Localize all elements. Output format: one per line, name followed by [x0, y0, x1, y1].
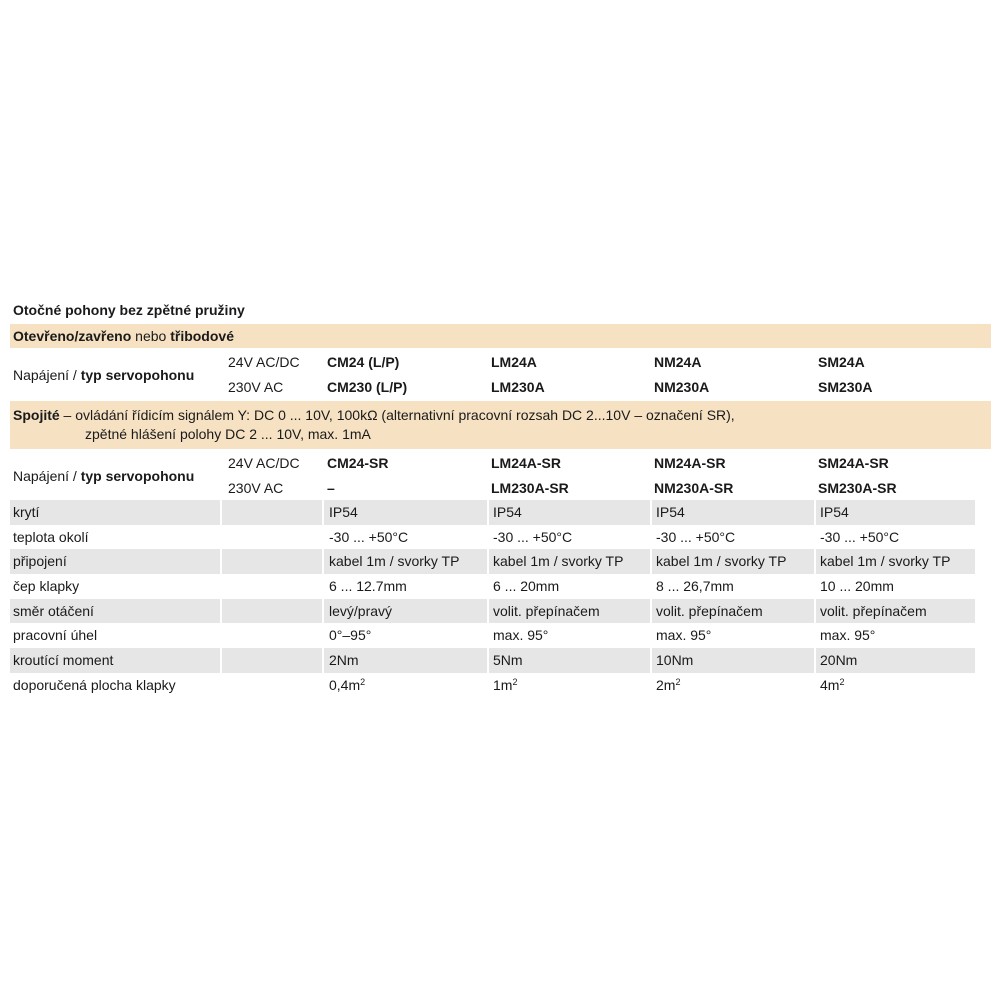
spec-label: doporučená plocha klapky	[13, 676, 176, 693]
voltage: 230V AC	[228, 479, 284, 496]
spec-value: max. 95°	[493, 627, 549, 644]
spec-label: pracovní úhel	[13, 627, 98, 644]
spec-blank	[220, 599, 322, 624]
spec-value	[650, 673, 814, 698]
spec-value: kabel 1m / svorky TP	[487, 549, 650, 574]
spec-value: -30 ... +50°C	[656, 528, 736, 545]
spec-blank	[220, 648, 322, 673]
spec-value: -30 ... +50°C	[329, 528, 409, 545]
model-cell	[814, 451, 975, 500]
area-value: 4m	[820, 676, 840, 693]
spec-label: směr otáčení	[10, 599, 220, 624]
model-cell	[650, 350, 814, 399]
section-header-text: zpětné hlášení polohy DC 2 ... 10V, max. 1mA	[85, 426, 371, 442]
spec-blank	[220, 574, 322, 599]
model-cell	[814, 350, 975, 399]
spec-value: IP54	[322, 500, 487, 525]
section-header-text: nebo	[131, 328, 171, 344]
model-name: –	[327, 479, 335, 496]
spec-value: kabel 1m / svorky TP	[814, 549, 975, 574]
spec-row-temperature	[10, 525, 991, 550]
model-name: LM230A-SR	[491, 479, 569, 496]
supply-label-text: Napájení /	[13, 366, 77, 383]
area-exponent: 2	[675, 676, 681, 687]
spec-label: čep klapky	[13, 578, 80, 595]
model-name: LM24A-SR	[491, 455, 562, 471]
model-name: LM230A	[491, 378, 545, 395]
spec-value: IP54	[650, 500, 814, 525]
area-exponent: 2	[512, 676, 518, 687]
model-name: SM230A-SR	[818, 479, 897, 496]
spec-value: 10Nm	[650, 648, 814, 673]
spec-value: volit. přepínačem	[650, 599, 814, 624]
spec-value: -30 ... +50°C	[493, 528, 573, 545]
model-cell	[487, 350, 650, 399]
spec-row-protection	[10, 500, 991, 525]
spec-value	[487, 673, 650, 698]
spec-value: 6 ... 20mm	[493, 578, 560, 595]
spec-blank	[220, 549, 322, 574]
section-header-bold: Otevřeno/zavřeno	[13, 328, 132, 344]
supply-row-modulating	[10, 451, 991, 500]
spec-value: 10 ... 20mm	[820, 578, 894, 595]
area-value: 1m	[493, 676, 513, 693]
spec-label: krytí	[10, 500, 220, 525]
spec-row-angle	[10, 623, 991, 648]
supply-label-bold: typ servopohonu	[80, 366, 195, 383]
spec-value: kabel 1m / svorky TP	[322, 549, 487, 574]
spec-value: levý/pravý	[322, 599, 487, 624]
spec-value: 5Nm	[487, 648, 650, 673]
page-title: Otočné pohony bez zpětné pružiny	[13, 302, 245, 318]
spec-label: teplota okolí	[13, 528, 89, 545]
supply-label	[10, 451, 220, 500]
model-name: SM230A	[818, 378, 873, 395]
spec-value: 0°–95°	[329, 627, 372, 644]
supply-label-text: Napájení /	[13, 467, 77, 484]
area-value: 0,4m	[329, 676, 361, 693]
voltage-cell	[220, 451, 322, 500]
model-name: NM24A-SR	[654, 455, 726, 471]
spec-value: 8 ... 26,7mm	[656, 578, 734, 595]
spec-value: IP54	[814, 500, 975, 525]
spec-value: -30 ... +50°C	[820, 528, 900, 545]
voltage: 24V AC/DC	[228, 354, 300, 370]
model-name: NM230A	[654, 378, 710, 395]
spec-value	[814, 673, 975, 698]
model-name: SM24A	[818, 354, 865, 370]
model-name: CM24 (L/P)	[327, 354, 400, 370]
section-header-text: – ovládání řídicím signálem Y: DC 0 ... 10V, 100kΩ (alternativní pracovní rozsah DC 2...10V – označení SR),	[59, 407, 735, 423]
spec-blank	[220, 500, 322, 525]
model-cell	[322, 350, 487, 399]
spec-row-torque	[10, 648, 991, 673]
spec-value: kabel 1m / svorky TP	[650, 549, 814, 574]
model-cell	[487, 451, 650, 500]
section-header-bold: Spojité	[13, 407, 60, 423]
spec-blank	[220, 623, 322, 648]
spec-label: připojení	[10, 549, 220, 574]
model-cell	[322, 451, 487, 500]
spec-value	[322, 673, 487, 698]
supply-label	[10, 350, 220, 399]
voltage-cell	[220, 350, 322, 399]
section-header-bold: třibodové	[170, 328, 234, 344]
model-name: CM24-SR	[327, 455, 389, 471]
spec-value: 6 ... 12.7mm	[329, 578, 407, 595]
model-cell	[650, 451, 814, 500]
spec-value: 2Nm	[322, 648, 487, 673]
spec-sheet	[10, 296, 991, 698]
model-name: NM230A-SR	[654, 479, 734, 496]
spec-value: max. 95°	[656, 627, 712, 644]
section-header-open-close	[10, 324, 991, 348]
spec-blank	[220, 673, 322, 698]
spec-row-direction	[10, 599, 991, 624]
model-name: SM24A-SR	[818, 455, 889, 471]
supply-row-open-close	[10, 350, 991, 399]
spec-value: max. 95°	[820, 627, 876, 644]
spec-value: 20Nm	[814, 648, 975, 673]
spec-value: volit. přepínačem	[487, 599, 650, 624]
area-exponent: 2	[839, 676, 845, 687]
spec-row-damper-area	[10, 673, 991, 698]
area-value: 2m	[656, 676, 676, 693]
voltage: 24V AC/DC	[228, 455, 300, 471]
spec-row-connection	[10, 549, 991, 574]
section-header-modulating	[10, 401, 991, 449]
model-name: LM24A	[491, 354, 537, 370]
supply-label-bold: typ servopohonu	[80, 467, 195, 484]
voltage: 230V AC	[228, 378, 284, 395]
model-name: CM230 (L/P)	[327, 378, 408, 395]
spec-blank	[220, 525, 322, 550]
spec-value: volit. přepínačem	[814, 599, 975, 624]
model-name: NM24A	[654, 354, 702, 370]
area-exponent: 2	[360, 676, 366, 687]
spec-row-shaft	[10, 574, 991, 599]
spec-value: IP54	[487, 500, 650, 525]
spec-label: kroutící moment	[10, 648, 220, 673]
